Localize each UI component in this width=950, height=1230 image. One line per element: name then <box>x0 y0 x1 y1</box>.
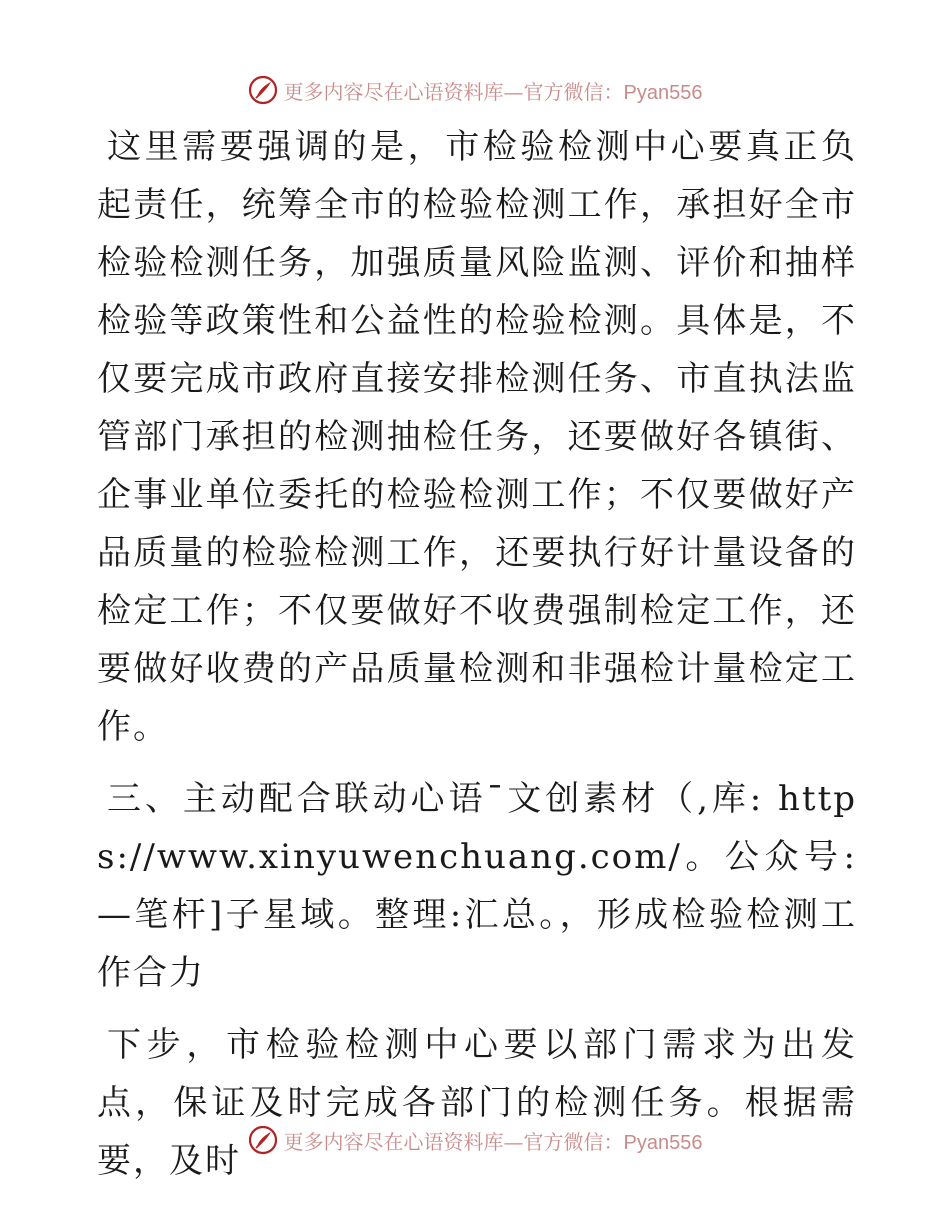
watermark-site-name: 更多内容尽在心语资料库 <box>283 1129 504 1154</box>
paragraph-responsibility: 这里需要强调的是，市检验检测中心要真正负起责任，统筹全市的检验检测工作，承担好全市检验检测任务，加强质量风险监测、评价和抽样检验等政策性和公益性的检验检测。具体是，不仅要完成市政府直接安排检测任务、市直执法监管部门承担的检测抽检任务，还要做好各镇街、企事业单位委托的检验检测工作；不仅要做好产品质量的检验检测工作，还要执行好计量设备的检定工作；不仅要做好不收费强制检定工作，还要做好收费的产品质量检测和非强检计量检定工作。 <box>97 127 857 747</box>
paragraph-next-steps: 下步，市检验检测中心要以部门需求为出发点，保证及时完成各部门的检测任务。根据需要，及时 <box>97 1025 857 1181</box>
watermark-text <box>284 1126 703 1155</box>
watermark-handle: Pyan556 <box>623 1131 703 1154</box>
header-watermark-banner <box>0 70 950 110</box>
watermark-contact-label: 官方微信： <box>523 79 624 104</box>
footer-watermark-banner <box>0 1120 950 1160</box>
watermark-contact-label: 官方微信： <box>523 1129 624 1154</box>
watermark-separator: — <box>503 79 524 104</box>
paragraph-section-three-heading: 三、主动配合联动心语¯文创素材（,库: https://www.xinyuwenchuang.com/。公众号: —笔杆]子星域。整理:汇总。，形成检验检测工作合力 <box>97 779 857 993</box>
watermark-text <box>284 76 703 105</box>
watermark-handle: Pyan556 <box>623 81 703 104</box>
watermark-site-name: 更多内容尽在心语资料库 <box>283 79 504 104</box>
feather-pen-circle-icon <box>248 75 278 105</box>
watermark-separator: — <box>503 1129 524 1154</box>
document-body <box>97 118 857 1190</box>
feather-pen-circle-icon <box>248 1125 278 1155</box>
